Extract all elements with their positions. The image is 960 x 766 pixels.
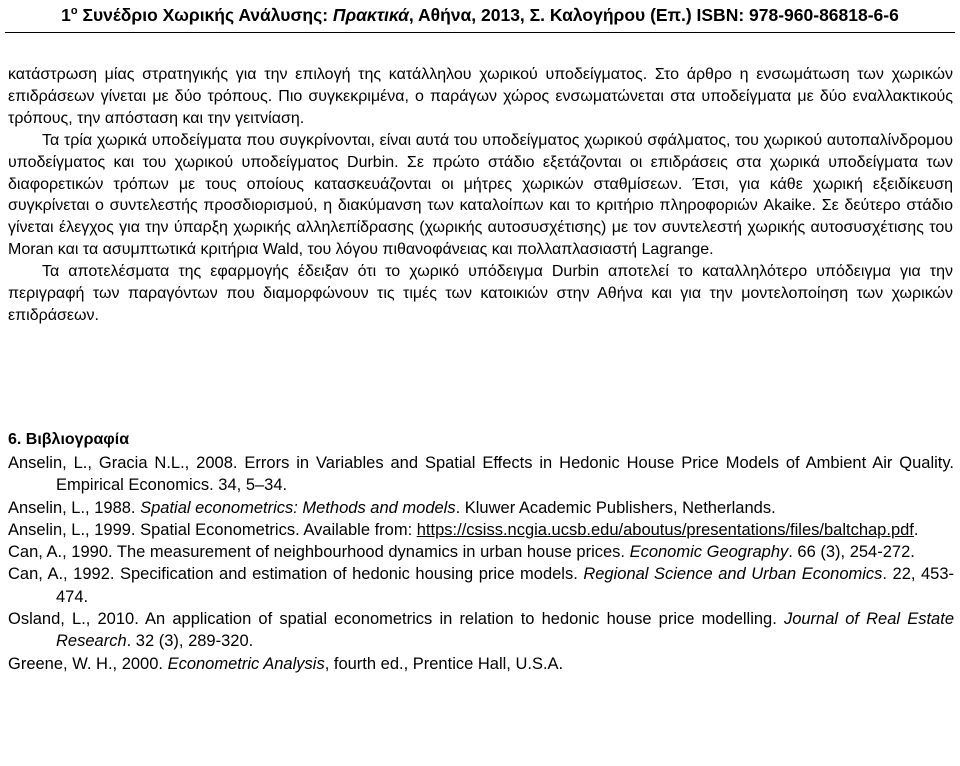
paragraph-2: Τα τρία χωρικά υποδείγματα που συγκρίνονται, είναι αυτά του υποδείγματος χωρικού σφάλματος, του χωρικού αυτοπαλίνδρομου υποδείγματος και του χωρικού υποδείγματος Durbin. Σε πρώτο στάδιο εξετάζονται οι επιδράσεις στα χωρικά υποδείγματα των διαφορετικών τρόπων με τους οποίους κατασκευάζονται οι μήτρες χωρικών σταθμίσεων. Έτσι, για κάθε χωρική εξειδίκευση συγκρίνεται ο συντελεστής προσδιορισμού, η διακύμανση των καταλοίπων και το κριτήριο πληροφοριών Akaike. Σε δεύτερο στάδιο γίνεται έλεγχος για την ύπαρξη χωρικής αλληλεπίδρασης (χωρικής αυτοσυσχέτισης) με τον συντελεστή χωρικής αυτοσυσχέτισης του Moran και τα ασυμπτωτικά κριτήρια Wald, του λόγου πιθανοφάνειας και πολλαπλασιαστή Lagrange.: [8, 131, 953, 259]
header-rest: , Αθήνα, 2013, Σ. Καλογήρου (Επ.) ISBN: 978-960-86818-6-6: [408, 5, 899, 25]
reference-link[interactable]: https://csiss.ncgia.ucsb.edu/aboutus/presentations/files/baltchap.pdf: [416, 520, 914, 539]
reference-item: Greene, W. H., 2000. Econometric Analysis, fourth ed., Prentice Hall, U.S.A.: [8, 654, 564, 673]
header-prefix: 1: [61, 5, 71, 25]
reference-item: Can, A., 1992. Specification and estimation of hedonic housing price models. Regional Science and Urban Economics. 22, 453-474.: [8, 565, 955, 606]
reference-item: Anselin, L., 1999. Spatial Econometrics. Available from: https://csiss.ncgia.ucsb.edu/aboutus/presentations/files/baltchap.pdf.: [8, 520, 919, 539]
section-heading: 6. Βιβλιογραφία: [8, 431, 130, 448]
reference-item: Can, A., 1990. The measurement of neighbourhood dynamics in urban house prices. Economic Geography. 66 (3), 254-272.: [8, 543, 915, 562]
header-rule: [5, 32, 955, 33]
header-conference: Συνέδριο Χωρικής Ανάλυσης:: [77, 5, 333, 25]
running-header: [0, 0, 960, 36]
body-text: [8, 64, 953, 327]
reference-item: Anselin, L., 1988. Spatial econometrics: Methods and models. Kluwer Academic Publishers, Netherlands.: [8, 498, 776, 517]
reference-item: Osland, L., 2010. An application of spatial econometrics in relation to hedonic house price modelling. Journal of Real Estate Research. 32 (3), 289-320.: [8, 610, 954, 651]
paragraph-1: κατάστρωση μίας στρατηγικής για την επιλογή της κατάλληλου χωρικού υποδείγματος. Στο άρθρο η ενσωμάτωση των χωρικών επιδράσεων γίνεται με δύο τρόπους. Πιο συγκεκριμένα, ο παράγων χώρος ενσωματώνεται στα υποδείγματα με δύο εναλλακτικούς τρόπους, την απόσταση και την γειτνίαση.: [8, 66, 953, 127]
paragraph-3: Τα αποτελέσματα της εφαρμογής έδειξαν ότι το χωρικό υπόδειγμα Durbin αποτελεί το καταλληλότερο υπόδειγμα για την περιγραφή των παραγόντων που διαμορφώνουν τις τιμές των κατοικιών στην Αθήνα και για την μοντελοποίηση των χωρικών επιδράσεων.: [8, 263, 953, 324]
header-proceedings: Πρακτικά: [332, 5, 409, 25]
reference-list: [8, 452, 954, 675]
reference-item: Anselin, L., Gracia N.L., 2008. Errors in Variables and Spatial Effects in Hedonic House Price Models of Ambient Air Quality. Empirical Economics. 34, 5–34.: [8, 454, 954, 495]
header-ordinal: ο: [70, 5, 78, 18]
